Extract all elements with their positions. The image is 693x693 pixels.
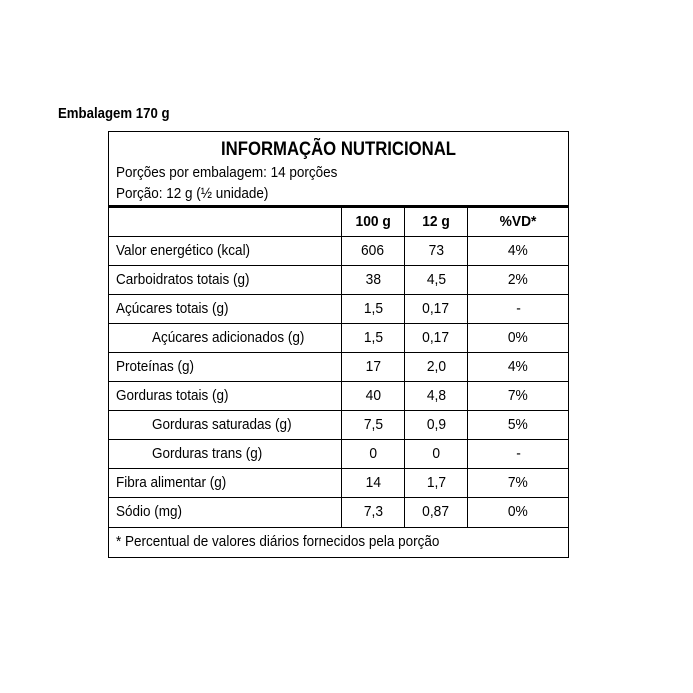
- row-value-100g: 1,5: [363, 300, 383, 317]
- table-row: [109, 382, 568, 411]
- row-value-portion: 1,7: [426, 474, 446, 491]
- row-value-100g: 14: [365, 474, 381, 491]
- row-value-100g: 0: [369, 445, 377, 462]
- row-value-portion: 0,17: [422, 329, 450, 346]
- row-value-portion: 4,5: [426, 271, 446, 288]
- footnote-divider: [109, 527, 568, 528]
- row-value-portion: 0,9: [426, 416, 446, 433]
- table-row: [109, 295, 568, 324]
- package-weight: Embalagem 170 g: [58, 105, 170, 122]
- column-header-100g: 100 g: [355, 213, 391, 230]
- row-value-portion: 0,17: [422, 300, 450, 317]
- row-label: Gorduras saturadas (g): [152, 416, 292, 433]
- row-value-portion: 0,87: [422, 503, 450, 520]
- row-value-vd: 7%: [508, 387, 528, 404]
- column-header-vd: %VD*: [499, 213, 537, 230]
- row-value-vd: -: [515, 445, 521, 462]
- servings-per-package: Porções por embalagem: 14 porções: [116, 164, 338, 181]
- row-value-vd: 4%: [508, 358, 528, 375]
- row-label: Proteínas (g): [116, 358, 195, 375]
- table-row: [109, 324, 568, 353]
- row-label: Gorduras totais (g): [116, 387, 229, 404]
- footnote: * Percentual de valores diários fornecidos pela porção: [116, 533, 440, 550]
- row-value-vd: 2%: [508, 271, 528, 288]
- row-value-vd: 4%: [508, 242, 528, 259]
- row-value-portion: 4,8: [426, 387, 446, 404]
- row-label: Sódio (mg): [116, 503, 183, 520]
- row-value-vd: 0%: [508, 329, 528, 346]
- row-value-portion: 0: [432, 445, 440, 462]
- row-value-100g: 38: [365, 271, 381, 288]
- table-row: [109, 411, 568, 440]
- row-label: Açúcares adicionados (g): [152, 329, 305, 346]
- table-row: [109, 237, 568, 266]
- nutrition-facts-table: [108, 131, 569, 558]
- row-value-vd: 7%: [508, 474, 528, 491]
- row-value-100g: 1,5: [363, 329, 383, 346]
- table-row: [109, 498, 568, 527]
- serving-size: Porção: 12 g (½ unidade): [116, 185, 269, 202]
- table-row: [109, 266, 568, 295]
- row-label: Gorduras trans (g): [152, 445, 263, 462]
- row-value-portion: 73: [428, 242, 444, 259]
- table-row: [109, 440, 568, 469]
- row-value-portion: 2,0: [426, 358, 446, 375]
- row-label: Carboidratos totais (g): [116, 271, 250, 288]
- table-row: [109, 353, 568, 382]
- row-value-100g: 40: [365, 387, 381, 404]
- row-value-100g: 7,5: [363, 416, 383, 433]
- table-row: [109, 469, 568, 498]
- row-label: Açúcares totais (g): [116, 300, 229, 317]
- row-value-vd: -: [515, 300, 521, 317]
- row-value-100g: 17: [365, 358, 381, 375]
- table-title: INFORMAÇÃO NUTRICIONAL: [221, 139, 456, 160]
- row-value-100g: 606: [361, 242, 385, 259]
- row-value-100g: 7,3: [363, 503, 383, 520]
- row-value-vd: 5%: [508, 416, 528, 433]
- row-label: Valor energético (kcal): [116, 242, 251, 259]
- column-header-portion: 12 g: [422, 213, 450, 230]
- row-label: Fibra alimentar (g): [116, 474, 227, 491]
- column-header-row: [109, 208, 568, 237]
- table-header: [109, 132, 568, 208]
- row-value-vd: 0%: [508, 503, 528, 520]
